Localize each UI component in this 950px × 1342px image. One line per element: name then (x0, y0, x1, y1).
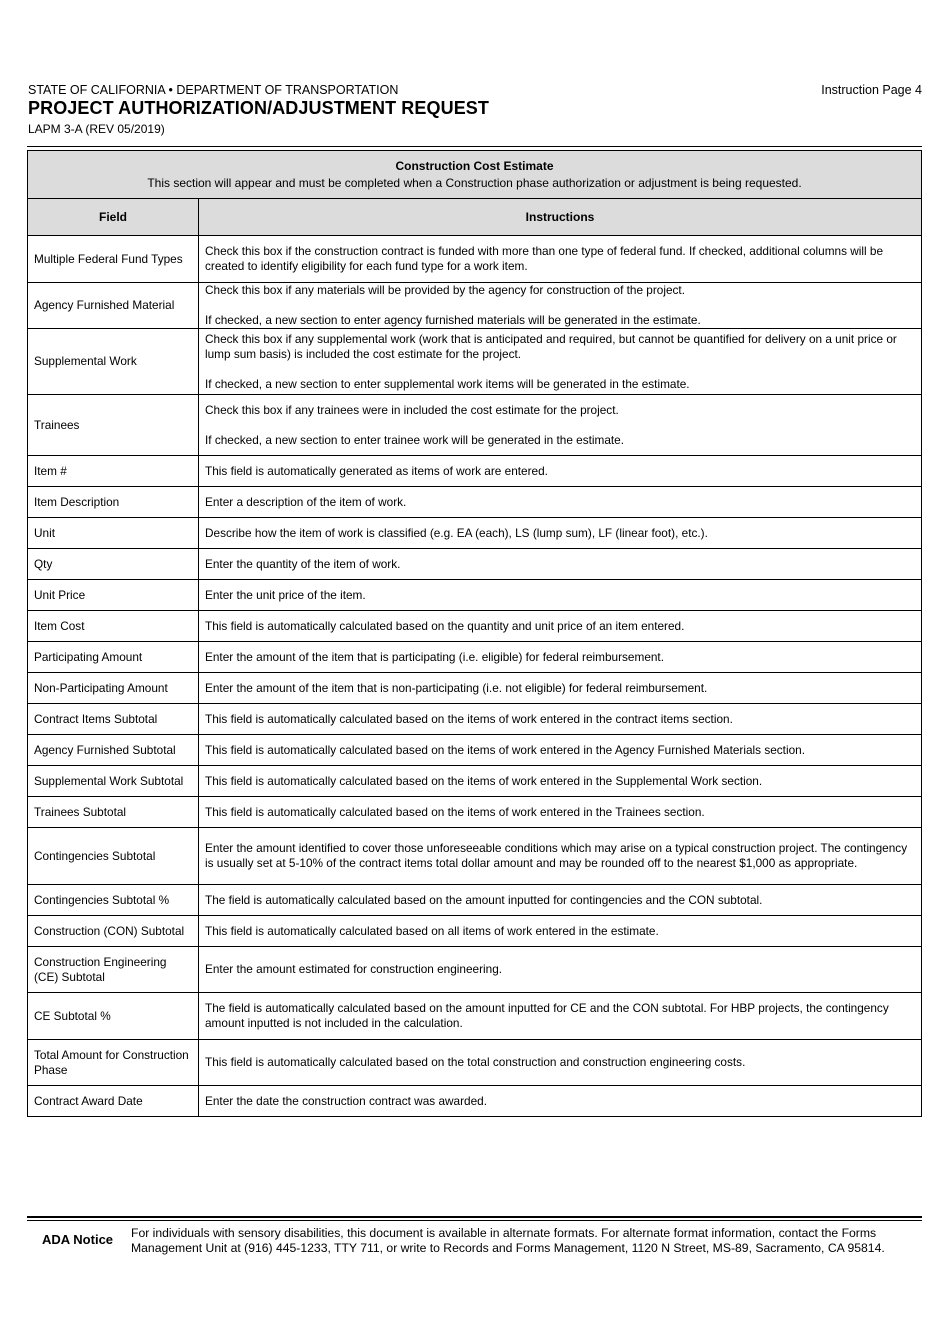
instruction-paragraph: Enter a description of the item of work. (205, 494, 407, 509)
field-instructions (199, 673, 922, 704)
field-instructions (199, 642, 922, 673)
instruction-paragraph: Enter the quantity of the item of work. (205, 556, 401, 571)
table-row (28, 673, 922, 704)
instruction-paragraph: This field is automatically calculated based on all items of work entered in the estimate. (205, 923, 659, 938)
table-row (28, 236, 922, 283)
footer (27, 1216, 922, 1255)
section-subtitle: This section will appear and must be completed when a Construction phase authorization or adjustment is being requested. (147, 175, 802, 190)
field-instructions (199, 518, 922, 549)
field-name: Unit Price (28, 580, 199, 611)
table-row (28, 828, 922, 885)
field-instructions (199, 1040, 922, 1086)
field-name: Participating Amount (28, 642, 199, 673)
table-row (28, 395, 922, 456)
instruction-paragraph: Enter the date the construction contract was awarded. (205, 1093, 487, 1108)
instruction-paragraph: This field is automatically calculated based on the items of work entered in the Supplemental Work section. (205, 773, 763, 788)
instruction-paragraph: Enter the amount identified to cover those unforeseeable conditions which may arise on a typical construction project. The contingency is usually set at 5-10% of the contract items total dollar amount and may be rounded off to the nearest $1,000 as appropriate. (205, 841, 908, 870)
field-instructions (199, 885, 922, 916)
instruction-sheet (27, 146, 922, 1117)
instruction-paragraph: If checked, a new section to enter agency furnished materials will be generated in the estimate. (205, 313, 701, 327)
table-row (28, 642, 922, 673)
form-id: LAPM 3-A (REV 05/2019) (28, 122, 165, 136)
field-instructions (199, 766, 922, 797)
instruction-paragraph: Check this box if any materials will be provided by the agency for construction of the project. (205, 283, 685, 297)
field-name: Construction Engineering (CE) Subtotal (28, 947, 199, 993)
table-row (28, 456, 922, 487)
instruction-paragraph: The field is automatically calculated based on the amount inputted for contingencies and the CON subtotal. (205, 892, 763, 907)
instruction-paragraph: If checked, a new section to enter supplemental work items will be generated in the estimate. (205, 376, 690, 391)
section-title: Construction Cost Estimate (395, 158, 554, 173)
table-row (28, 797, 922, 828)
field-instructions (199, 828, 922, 885)
table-row (28, 283, 922, 329)
field-name: CE Subtotal % (28, 993, 199, 1040)
field-name: Unit (28, 518, 199, 549)
table-row (28, 611, 922, 642)
instruction-paragraph: Enter the amount of the item that is non-participating (i.e. not eligible) for federal reimbursement. (205, 680, 708, 695)
field-instructions (199, 580, 922, 611)
field-name: Non-Participating Amount (28, 673, 199, 704)
table-row (28, 766, 922, 797)
table-row (28, 1086, 922, 1117)
field-instructions (199, 611, 922, 642)
field-instructions (199, 947, 922, 993)
page-label: Instruction Page 4 (821, 83, 922, 97)
instruction-paragraph: Check this box if any trainees were in included the cost estimate for the project. (205, 402, 619, 417)
field-name: Multiple Federal Fund Types (28, 236, 199, 283)
instruction-paragraph: If checked, a new section to enter trainee work will be generated in the estimate. (205, 432, 625, 447)
table-row (28, 549, 922, 580)
field-name: Supplemental Work (28, 329, 199, 395)
field-name: Contingencies Subtotal (28, 828, 199, 885)
field-instructions (199, 283, 922, 329)
instruction-paragraph: Enter the amount of the item that is participating (i.e. eligible) for federal reimbursement. (205, 649, 664, 664)
table-row (28, 704, 922, 735)
instruction-paragraph: This field is automatically calculated based on the items of work entered in the Trainees section. (205, 804, 705, 819)
table-row (28, 735, 922, 766)
instruction-paragraph: Check this box if the construction contract is funded with more than one type of federal fund. If checked, additional columns will be created to identify eligibility for each fund type for a work item. (205, 244, 884, 273)
agency-line: STATE OF CALIFORNIA • DEPARTMENT OF TRANSPORTATION (28, 83, 399, 97)
instruction-paragraph: This field is automatically generated as items of work are entered. (205, 463, 548, 478)
instruction-paragraph: This field is automatically calculated based on the items of work entered in the Agency Furnished Materials section. (205, 742, 805, 757)
ada-notice-text: For individuals with sensory disabilities, this document is available in alternate formats. For alternate format information, contact the Forms Management Unit at (916) 445-1233, TTY 711, or write to Records and Forms Management, 1120 N Street, MS-89, Sacramento, CA 95814. (131, 1226, 885, 1255)
form-title: PROJECT AUTHORIZATION/ADJUSTMENT REQUEST (28, 98, 490, 118)
field-name: Item # (28, 456, 199, 487)
field-name: Trainees Subtotal (28, 797, 199, 828)
field-name: Contract Award Date (28, 1086, 199, 1117)
instruction-paragraph: This field is automatically calculated based on the total construction and construction engineering costs. (205, 1055, 746, 1069)
field-name: Construction (CON) Subtotal (28, 916, 199, 947)
table-row (28, 329, 922, 395)
field-instructions (199, 704, 922, 735)
footer-rule (27, 1216, 922, 1221)
ada-notice-label: ADA Notice (42, 1232, 114, 1247)
instructions-table (27, 150, 922, 1117)
section-header (28, 151, 922, 199)
field-instructions (199, 1086, 922, 1117)
field-instructions (199, 329, 922, 395)
instruction-paragraph: Check this box if any supplemental work (work that is anticipated and required, but cannot be quantified for delivery on a unit price or lump sum basis) is included the cost estimate for the project. (205, 331, 897, 361)
table-row (28, 993, 922, 1040)
field-name: Supplemental Work Subtotal (28, 766, 199, 797)
field-name: Item Description (28, 487, 199, 518)
field-name: Total Amount for Construction Phase (28, 1040, 199, 1086)
top-rule (27, 146, 922, 148)
table-row (28, 947, 922, 993)
field-instructions (199, 395, 922, 456)
instruction-paragraph: This field is automatically calculated based on the quantity and unit price of an item entered. (205, 618, 685, 633)
instruction-paragraph: Enter the amount estimated for construction engineering. (205, 962, 503, 976)
instruction-paragraph: Describe how the item of work is classified (e.g. EA (each), LS (lump sum), LF (linear foot), etc.). (205, 525, 708, 540)
table-row (28, 1040, 922, 1086)
table-row (28, 518, 922, 549)
column-header-field: Field (28, 199, 199, 236)
field-instructions (199, 456, 922, 487)
table-row (28, 885, 922, 916)
table-row (28, 916, 922, 947)
field-instructions (199, 916, 922, 947)
field-instructions (199, 549, 922, 580)
field-name: Agency Furnished Material (28, 283, 199, 329)
field-instructions (199, 993, 922, 1040)
table-row (28, 580, 922, 611)
instruction-paragraph: Enter the unit price of the item. (205, 587, 366, 602)
column-header-instructions: Instructions (199, 199, 922, 236)
field-instructions (199, 487, 922, 518)
field-name: Trainees (28, 395, 199, 456)
field-name: Item Cost (28, 611, 199, 642)
field-name: Contingencies Subtotal % (28, 885, 199, 916)
field-instructions (199, 236, 922, 283)
field-instructions (199, 797, 922, 828)
field-instructions (199, 735, 922, 766)
instruction-paragraph: The field is automatically calculated based on the amount inputted for CE and the CON subtotal. For HBP projects, the contingency amount inputted is not included in the calculation. (205, 1001, 889, 1030)
table-row (28, 487, 922, 518)
instruction-paragraph: This field is automatically calculated based on the items of work entered in the contract items section. (205, 711, 733, 726)
field-name: Qty (28, 549, 199, 580)
field-name: Contract Items Subtotal (28, 704, 199, 735)
field-name: Agency Furnished Subtotal (28, 735, 199, 766)
